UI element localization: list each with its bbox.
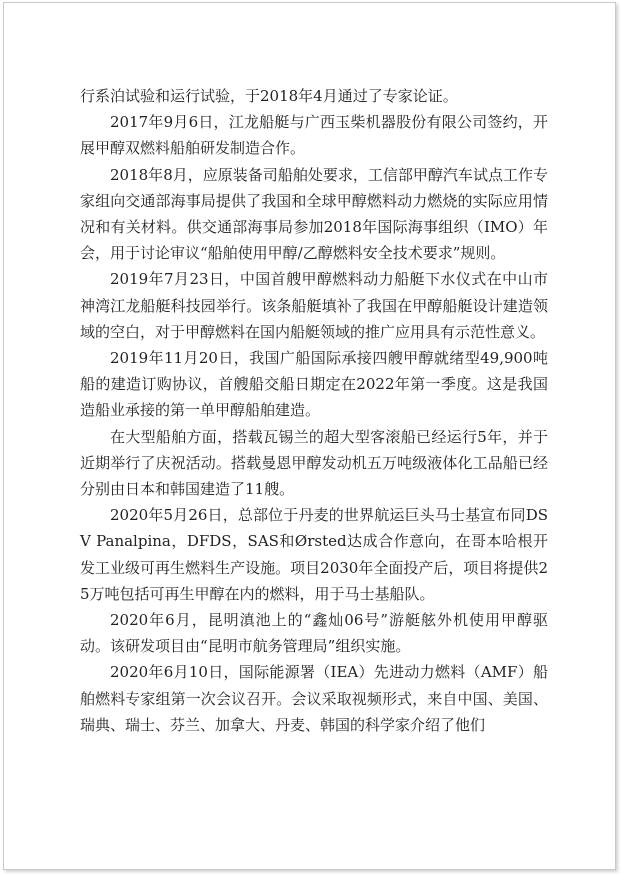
paragraph-2019-launch: 2019年7月23日，中国首艘甲醇燃料动力船艇下水仪式在中山市神湾江龙船艇科技园举行。该条船艇填补了我国在甲醇船艇设计建造领域的空白，对于甲醇燃料在国内船艇领域的推广应用具有示范性意义。	[80, 270, 548, 341]
document-page	[3, 2, 616, 870]
paragraph-2020-iea: 2020年6月10日，国际能源署（IEA）先进动力燃料（AMF）船舶燃料专家组第一次会议召开。会议采取视频形式，来自中国、美国、瑞典、瑞士、芬兰、加拿大、丹麦、韩国的科学家介绍了他们	[80, 663, 548, 734]
paragraph-2019-gsi: 2019年11月20日，我国广船国际承接四艘甲醇就绪型49,900吨船的建造订购协议，首艘船交船日期定在2022年第一季度。这是我国造船业承接的第一单甲醇船舶建造。	[80, 349, 548, 420]
paragraph-2020-dianchi: 2020年6月，昆明滇池上的“鑫灿06号”游艇舷外机使用甲醇驱动。该研发项目由“昆明市航务管理局”组织实施。	[80, 611, 548, 656]
paragraph-large-ships: 在大型船舶方面，搭载瓦锡兰的超大型客滚船已经运行5年，并于近期举行了庆祝活动。搭载曼恩甲醇发动机五万吨级液体化工品船已经分别由日本和韩国建造了11艘。	[80, 427, 548, 499]
paragraph-2018-imo: 2018年8月，应原装备司船舶处要求，工信部甲醇汽车试点工作专家组向交通部海事局提供了我国和全球甲醇燃料动力燃烧的实际应用情况和有关材料。供交通部海事局参加2018年国际海事组织（IMO）年会，用于讨论审议“船舶使用甲醇/乙醇燃料安全技术要求”规则。	[80, 165, 548, 263]
paragraph-2017-yuchai: 2017年9月6日，江龙船艇与广西玉柴机器股份有限公司签约，开展甲醇双燃料船舶研发制造合作。	[80, 113, 548, 158]
paragraph-2020-maersk: 2020年5月26日，总部位于丹麦的世界航运巨头马士基宣布同DSV Panalpina，DFDS，SAS和Ørsted达成合作意向，在哥本哈根开发工业级可再生燃料生产设施。项目2030年全面投产后，项目将提供25万吨包括可再生甲醇在内的燃料，用于马士基船队。	[80, 506, 548, 603]
document-body	[80, 83, 548, 738]
paragraph-continuation: 行系泊试验和运行试验，于2018年4月通过了专家论证。	[80, 87, 458, 105]
